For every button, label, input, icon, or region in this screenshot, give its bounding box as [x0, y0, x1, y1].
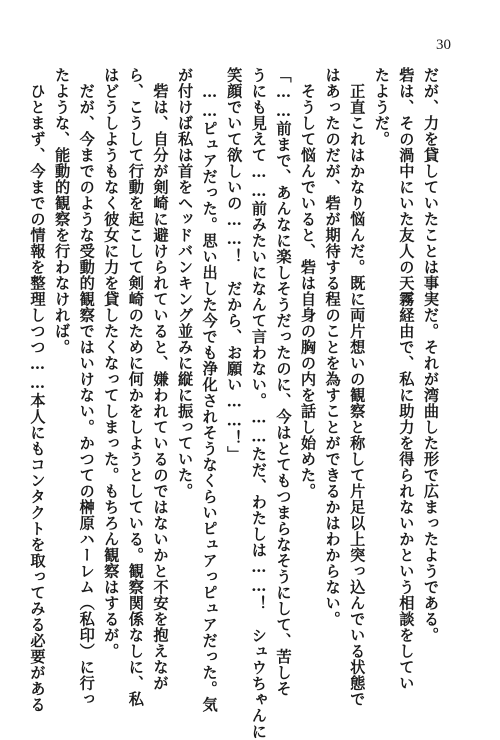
text-line: 笑顔でいて欲しいの……！ だから、お願い……！」 — [225, 67, 244, 463]
text-line: 砦は、その渦中にいた友人の天霧経由で、私に助力を得られないかという相談をしてい — [397, 67, 416, 691]
text-line: たようだ。 — [372, 67, 391, 147]
text-line: ……ピュアだった。思い出した今でも浄化されそうなくらいピュアっピュアだった。気 — [200, 67, 219, 713]
text-line: だが、今までのような受動的観察ではいけない。かつての榊原ハーレム（私印）に行っ — [77, 67, 96, 707]
text-line: だが、力を貸していたことは事実だ。それが湾曲した形で広まったようである。 — [422, 67, 440, 643]
text-line: 正直これはかなり悩んだ。既に両片想いの観察と称して片足以上突っ込んでいる状態で — [348, 67, 367, 707]
body-text — [25, 67, 443, 740]
text-line: が付けば私は首をヘッドバンキング並みに縦に振っていた。 — [176, 67, 195, 499]
text-line: うにも見えて……前みたいになんて言わない。……ただ、わたしは……！ シュウちゃんに — [249, 67, 268, 740]
text-line: 砦は、自分が剣崎に避けられていると、嫌われているのではないかと不安を抱えなが — [151, 67, 170, 691]
text-line: ら、こうして行動を起こして剣崎のために何かをしようとしている。観察関係なしに、私 — [126, 67, 145, 707]
text-line: はどうしようもなく彼女に力を貸したくなってしまった。もちろん観察はするが。 — [102, 67, 121, 659]
page-number: 30 — [436, 37, 451, 53]
text-line: そうして悩んでいると、砦は自身の胸の内を話し始めた。 — [299, 67, 318, 499]
text-line: たような、能動的観察を行わなければ。 — [53, 67, 72, 355]
text-line: 「……前まで、あんなに楽しそうだったのに、今はとてもつまらなそうにして、苦しそ — [274, 67, 293, 697]
text-line: はあったのだが、砦が期待する程のことを為すことができるかはわからない。 — [323, 67, 342, 627]
text-line: ひとまず、今までの情報を整理しつつ……本人にもコンタクトを取ってみる必要がある — [28, 67, 47, 713]
